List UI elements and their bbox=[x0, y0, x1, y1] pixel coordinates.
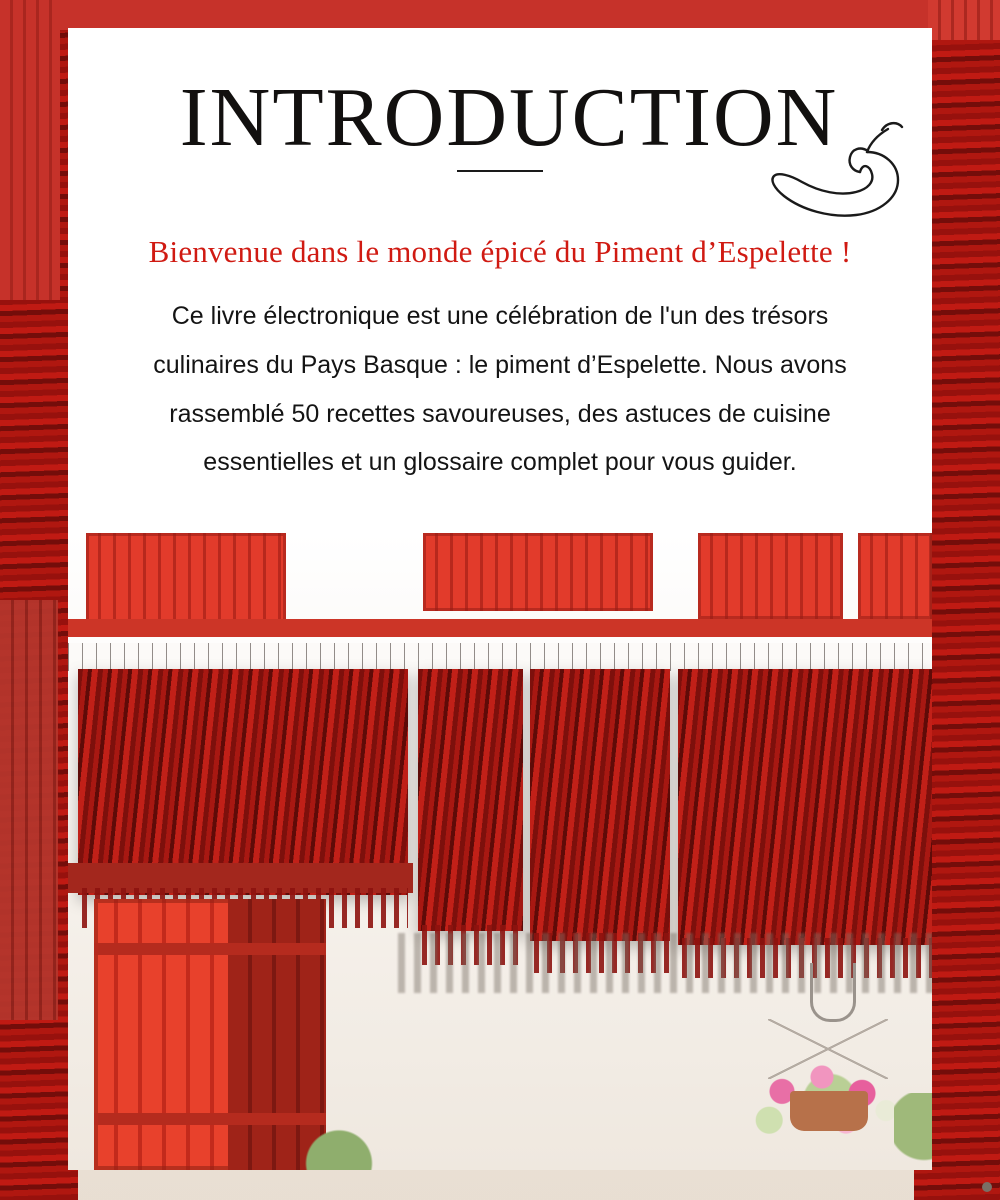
photo-shutter-4 bbox=[858, 533, 932, 619]
photo-shutter-3 bbox=[698, 533, 843, 619]
corner-marker bbox=[982, 1182, 992, 1192]
background-red-beam bbox=[0, 0, 1000, 30]
espelette-facade-photo bbox=[68, 533, 932, 1170]
photo-shutter-1 bbox=[86, 533, 286, 629]
introduction-card bbox=[68, 28, 932, 533]
title-row bbox=[68, 28, 932, 178]
photo-chilli-garland-3 bbox=[530, 669, 670, 941]
photo-shutter-crossbar-bottom bbox=[94, 1113, 326, 1125]
photo-shutter-crossbar-top bbox=[94, 943, 326, 955]
photo-hanging-wires bbox=[68, 643, 932, 671]
background-shutter-mid-left bbox=[0, 600, 58, 1020]
photo-chilli-garland-4 bbox=[678, 669, 932, 945]
background-shutter-top-left bbox=[0, 0, 60, 300]
photo-shutter-2 bbox=[423, 533, 653, 611]
photo-plant-left bbox=[304, 1125, 374, 1170]
photo-red-rail bbox=[68, 619, 932, 637]
background-shutter-top-right bbox=[928, 0, 1000, 40]
welcome-subtitle: Bienvenue dans le monde épicé du Piment d’Espelette ! bbox=[148, 234, 852, 269]
photo-chilli-garland-2 bbox=[418, 669, 523, 931]
photo-bush-right bbox=[894, 1093, 932, 1170]
page-title: INTRODUCTION bbox=[179, 71, 839, 164]
photo-flower-pot bbox=[790, 1091, 868, 1131]
chilli-pepper-icon bbox=[764, 116, 910, 226]
photo-basket-hook bbox=[810, 963, 856, 1022]
title-underline-divider bbox=[457, 170, 543, 172]
photo-chilli-garland-1 bbox=[78, 669, 408, 895]
introduction-body-text: Ce livre électronique est une célébration de l'un des trésors culinaires du Pays Basque : le piment d’Espelette. Nous avons rassemblé 50 recettes savoureuses, des astuces de cuisine essentielles et un glossaire complet pour vous guider. bbox=[153, 302, 847, 477]
